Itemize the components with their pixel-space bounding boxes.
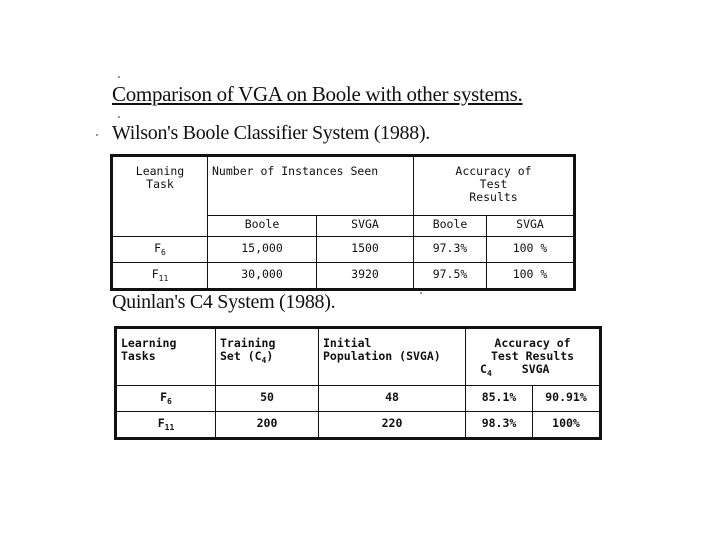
- c4-accuracy: 98.3%: [466, 412, 533, 439]
- training-cell: 50: [216, 386, 319, 412]
- quinlan-table: [114, 326, 602, 440]
- header-boole: Boole: [208, 216, 317, 237]
- header-svga: SVGA: [317, 216, 414, 237]
- header-tasks: Learning Tasks: [116, 328, 216, 386]
- boole-instances: 30,000: [208, 263, 317, 290]
- page-title: Comparison of VGA on Boole with other systems.: [112, 82, 523, 106]
- header-task: Leaning Task: [112, 156, 208, 237]
- initial-cell: 48: [319, 386, 466, 412]
- table-row: [116, 412, 601, 439]
- header-acc-boole: Boole: [414, 216, 487, 237]
- header-acc-svga: SVGA: [487, 216, 575, 237]
- task-cell: $F_{11}$: [116, 412, 216, 439]
- header-instances: Number of Instances Seen: [208, 156, 414, 216]
- scan-speck: [96, 134, 98, 136]
- header-accuracy: Accuracy of Test Results $C_4$ SVGA: [466, 328, 601, 386]
- scan-speck: [118, 76, 120, 78]
- scan-speck: [118, 116, 120, 118]
- svga-accuracy: 100 %: [487, 237, 575, 263]
- task-cell: $F_6$: [112, 237, 208, 263]
- c4-accuracy: 85.1%: [466, 386, 533, 412]
- initial-cell: 220: [319, 412, 466, 439]
- task-cell: $F_{11}$: [112, 263, 208, 290]
- task-cell: $F_6$: [116, 386, 216, 412]
- table-row: [112, 237, 575, 263]
- wilson-heading: Wilson's Boole Classifier System (1988).: [112, 122, 431, 144]
- training-cell: 200: [216, 412, 319, 439]
- boole-instances: 15,000: [208, 237, 317, 263]
- boole-accuracy: 97.5%: [414, 263, 487, 290]
- header-accuracy: Accuracy of Test Results: [414, 156, 575, 216]
- svga-accuracy: 100%: [533, 412, 601, 439]
- svga-accuracy: 90.91%: [533, 386, 601, 412]
- scan-speck: [420, 292, 422, 294]
- svga-accuracy: 100 %: [487, 263, 575, 290]
- table-header-row: [116, 328, 601, 386]
- svga-instances: 3920: [317, 263, 414, 290]
- quinlan-heading: Quinlan's C4 System (1988).: [112, 291, 336, 313]
- wilson-table: [110, 154, 576, 291]
- table-header-row: [112, 156, 575, 216]
- table-row: [116, 386, 601, 412]
- table-row: [112, 263, 575, 290]
- header-training: Training Set $(C_4)$: [216, 328, 319, 386]
- header-initial: Initial Population (SVGA): [319, 328, 466, 386]
- boole-accuracy: 97.3%: [414, 237, 487, 263]
- svga-instances: 1500: [317, 237, 414, 263]
